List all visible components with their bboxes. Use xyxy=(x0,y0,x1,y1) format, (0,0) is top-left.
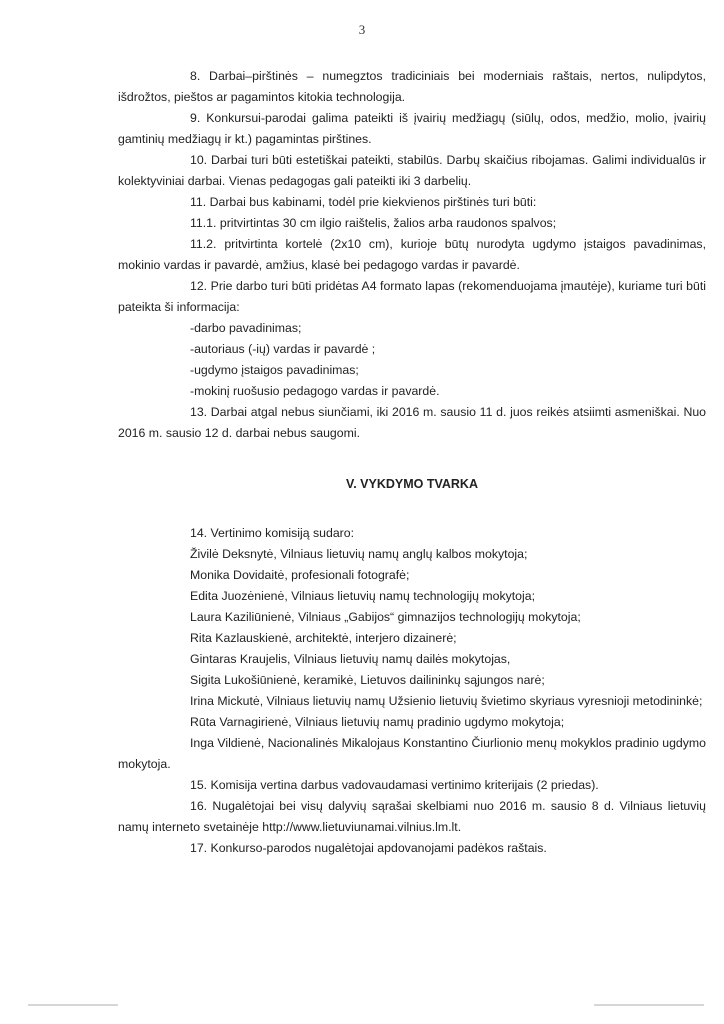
commission-member: Edita Juozėnienė, Vilniaus lietuvių namų technologijų mokytoja; xyxy=(190,589,535,603)
commission-member: Rūta Varnagirienė, Vilniaus lietuvių namų pradinio ugdymo mokytoja; xyxy=(190,715,565,729)
paragraph-9: 9. Konkursui-parodai galima pateikti iš įvairių medžiagų (siūlų, odos, medžio, molio, įvairių gamtinių medžiagų ir kt.) pagamintas pirštines. xyxy=(118,111,706,146)
paragraph-10: 10. Darbai turi būti estetiškai pateikti, stabilūs. Darbų skaičius ribojamas. Galimi individualūs ir kolektyviniai darbai. Vienas pedagogas gali pateikti iki 3 darbelių. xyxy=(118,153,706,188)
paragraph-11-2: 11.2. pritvirtinta kortelė (2x10 cm), kurioje būtų nurodyta ugdymo įstaigos pavadinimas, mokinio vardas ir pavardė, amžius, klasė bei pedagogo vardas ir pavardė. xyxy=(118,237,706,272)
scan-artifact xyxy=(28,1004,118,1006)
paragraph-15: 15. Komisija vertina darbus vadovaudamasi vertinimo kriterijais (2 priedas). xyxy=(190,778,599,792)
commission-member: Laura Kaziliūnienė, Vilniaus „Gabijos“ gimnazijos technologijų mokytoja; xyxy=(190,610,581,624)
paragraph-13: 13. Darbai atgal nebus siunčiami, iki 2016 m. sausio 11 d. juos reikės atsiimti asmeniškai. Nuo 2016 m. sausio 12 d. darbai nebus saugomi. xyxy=(118,405,706,440)
paragraph-8: 8. Darbai–pirštinės – numegztos tradiciniais bei moderniais raštais, nertos, nulipdytos, išdrožtos, pieštos ar pagamintos kitokia technologija. xyxy=(118,69,706,104)
commission-member: Sigita Lukošiūnienė, keramikė, Lietuvos dailininkų sąjungos narė; xyxy=(190,673,545,687)
info-line: -darbo pavadinimas; xyxy=(190,321,302,335)
paragraph-16: 16. Nugalėtojai bei visų dalyvių sąrašai skelbiami nuo 2016 m. sausio 8 d. Vilniaus lietuvių namų interneto svetainėje http://www.lietuviunamai.vilnius.lm.lt. xyxy=(118,799,706,834)
commission-member: Rita Kazlauskienė, architektė, interjero dizainerė; xyxy=(190,631,457,645)
commission-member: Monika Dovidaitė, profesionali fotografė; xyxy=(190,568,410,582)
paragraph-14: 14. Vertinimo komisiją sudaro: xyxy=(190,526,355,540)
page-number: 3 xyxy=(358,22,366,37)
section-heading: V. VYKDYMO TVARKA xyxy=(346,477,478,491)
document-body xyxy=(118,66,706,859)
info-line: -mokinį ruošusio pedagogo vardas ir pavardė. xyxy=(190,384,440,398)
commission-member: Gintaras Kraujelis, Vilniaus lietuvių namų dailės mokytojas, xyxy=(190,652,511,666)
info-line: -ugdymo įstaigos pavadinimas; xyxy=(190,363,359,377)
paragraph-11: 11. Darbai bus kabinami, todėl prie kiekvienos pirštinės turi būti: xyxy=(190,195,537,209)
paragraph-11-1: 11.1. pritvirtintas 30 cm ilgio raištelis, žalios arba raudonos spalvos; xyxy=(190,216,557,230)
commission-member: Inga Vildienė, Nacionalinės Mikalojaus Konstantino Čiurlionio menų mokyklos pradinio ugdymo mokytoja. xyxy=(118,736,706,771)
info-line: -autoriaus (-ių) vardas ir pavardė ; xyxy=(190,342,376,356)
commission-member: Živilė Deksnytė, Vilniaus lietuvių namų anglų kalbos mokytoja; xyxy=(190,547,528,561)
paragraph-12: 12. Prie darbo turi būti pridėtas A4 formato lapas (rekomenduojama įmautėje), kuriame turi būti pateikta ši informacija: xyxy=(118,279,706,314)
paragraph-17: 17. Konkurso-parodos nugalėtojai apdovanojami padėkos raštais. xyxy=(190,841,547,855)
commission-member: Irina Mickutė, Vilniaus lietuvių namų Užsienio lietuvių švietimo skyriaus vyresnioji metodininkė; xyxy=(190,694,703,708)
scan-artifact xyxy=(594,1004,704,1006)
